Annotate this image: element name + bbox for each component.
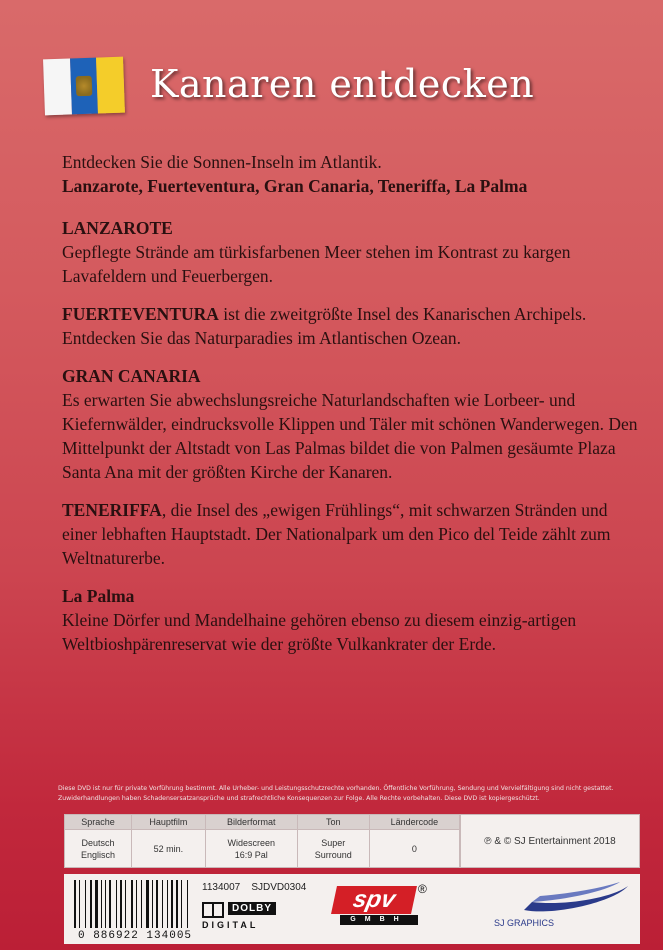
section-heading: FUERTEVENTURA [62, 304, 219, 324]
barcode-bar [181, 880, 182, 928]
legal-notice [58, 784, 638, 804]
barcode-bar [103, 880, 105, 928]
dolby-digital-logo: DOLBY DIGITAL [202, 902, 290, 930]
col-header: Ton [297, 815, 369, 830]
barcode-bar [123, 880, 124, 928]
barcode-bar [156, 880, 158, 928]
dolby-double-d-icon [202, 902, 224, 918]
cell-sprache: Deutsch Englisch [65, 830, 132, 868]
barcode-bar [77, 880, 78, 928]
barcode-bar [131, 880, 133, 928]
legal-line: Diese DVD ist nur für private Vorführung bestimmt. Alle Urheber- und Leistungsschutzrechte vorhanden. Öffentliche Vorführung, Sendung und Vervielfältigung sind nicht gestattet. [58, 785, 614, 792]
page-title: Kanaren entdecken [150, 62, 535, 106]
barcode-bar [159, 880, 161, 928]
section-teneriffa [62, 498, 642, 570]
barcode-bar [176, 880, 178, 928]
barcode-bar [164, 880, 167, 928]
section-text: Kleine Dörfer und Mandelhaine gehören ebenso zu diesem einzig-artigen Weltbioshpärenreservat wie der größte Vulkankrater der Erde. [62, 610, 577, 654]
barcode-bar [79, 880, 80, 928]
intro [62, 150, 642, 198]
cell-laendercode: 0 [369, 830, 459, 868]
barcode-bar [179, 880, 180, 928]
barcode-bar [81, 880, 84, 928]
col-header: Bilderformat [205, 815, 297, 830]
barcode-bar [118, 880, 119, 928]
islands-line: Lanzarote, Fuerteventura, Gran Canaria, Teneriffa, La Palma [62, 176, 528, 196]
copyright-notice: ℗ & © SJ Entertainment 2018 [460, 814, 640, 868]
description-text [62, 150, 642, 670]
barcode-bar [141, 880, 142, 928]
section-heading: GRAN CANARIA [62, 366, 201, 386]
barcode-bar [143, 880, 145, 928]
product-code: 1134007 [202, 882, 241, 893]
barcode-bar [154, 880, 155, 928]
barcode-bar [167, 880, 168, 928]
barcode-bar [146, 880, 149, 928]
barcode-bar [120, 880, 122, 928]
barcode-bar [74, 880, 76, 928]
barcode-bar [150, 880, 151, 928]
section-lanzarote [62, 216, 642, 288]
barcode-bar [99, 880, 100, 928]
section-heading: La Palma [62, 586, 135, 606]
barcode-bar [189, 880, 191, 928]
barcode-bar [93, 880, 94, 928]
section-gran-canaria [62, 364, 642, 484]
barcode-bar [101, 880, 102, 928]
barcode-bar [116, 880, 117, 928]
section-la-palma [62, 584, 642, 656]
barcode-number: 0 886922 134005 [78, 930, 193, 942]
col-header: Ländercode [369, 815, 459, 830]
product-codes [202, 882, 306, 893]
cell-hauptfilm: 52 min. [131, 830, 205, 868]
legal-line: Zuwiderhandlungen haben Schadensersatzansprüche und strafrechtliche Konsequenzen zur Folge. Alle Rechte vorbehalten. Diese DVD ist kopiergeschützt. [58, 795, 540, 802]
section-text: ist die zweitgrößte Insel des Kanarischen Archipels. Entdecken Sie das Naturparadies im Atlantischen Ozean. [62, 304, 587, 348]
barcode-bar [162, 880, 163, 928]
intro-line: Entdecken Sie die Sonnen-Inseln im Atlantik. [62, 152, 382, 172]
section-text: Es erwarten Sie abwechslungsreiche Naturlandschaften wie Lorbeer- und Kiefernwälder, eindrucksvolle Klippen und Täler mit schönen Wanderwegen. Den Mittelpunkt der Altstadt von Las Palmas bildet die von Palmen gesäumte Plaza Santa Ana mit der größten Kirche der Kanaren. [62, 390, 638, 482]
barcode-bar [171, 880, 173, 928]
section-fuerteventura [62, 302, 642, 350]
barcode-bar [127, 880, 130, 928]
barcode-bar [125, 880, 126, 928]
sj-swoosh-icon [494, 880, 634, 920]
canary-islands-flag [43, 57, 125, 116]
technical-info-table [64, 814, 460, 868]
barcode-bar [187, 880, 188, 928]
section-text: Gepflegte Strände am türkisfarbenen Meer stehen im Kontrast zu kargen Lavafeldern und Feuerbergen. [62, 242, 571, 286]
barcode-bar [183, 880, 186, 928]
barcode-bar [95, 880, 98, 928]
barcode [74, 880, 192, 928]
barcode-bar [138, 880, 140, 928]
col-header: Sprache [65, 815, 132, 830]
bottom-panel [64, 874, 640, 944]
barcode-bar [85, 880, 86, 928]
barcode-bar [174, 880, 175, 928]
cell-ton: Super Surround [297, 830, 369, 868]
sj-graphics-logo: SJ GRAPHICS [494, 880, 634, 940]
barcode-bar [87, 880, 89, 928]
col-header: Hauptfilm [131, 815, 205, 830]
cell-bildformat: Widescreen 16:9 Pal [205, 830, 297, 868]
barcode-bar [90, 880, 92, 928]
barcode-bar [136, 880, 137, 928]
barcode-bar [109, 880, 111, 928]
barcode-bar [169, 880, 170, 928]
barcode-bar [112, 880, 115, 928]
barcode-bar [134, 880, 135, 928]
section-heading: LANZAROTE [62, 218, 173, 238]
spv-logo: spv GMBH ® [334, 886, 424, 926]
barcode-bar [152, 880, 153, 928]
section-text: , die Insel des „ewigen Frühlings“, mit schwarzen Stränden und einer lebhaften Hauptstadt. Der Nationalpark um den Pico del Teide zählt zum Weltnaturerbe. [62, 500, 611, 568]
barcode-bar [105, 880, 106, 928]
barcode-bar [107, 880, 108, 928]
section-heading: TENERIFFA [62, 500, 162, 520]
catalog-code: SJDVD0304 [251, 882, 307, 893]
